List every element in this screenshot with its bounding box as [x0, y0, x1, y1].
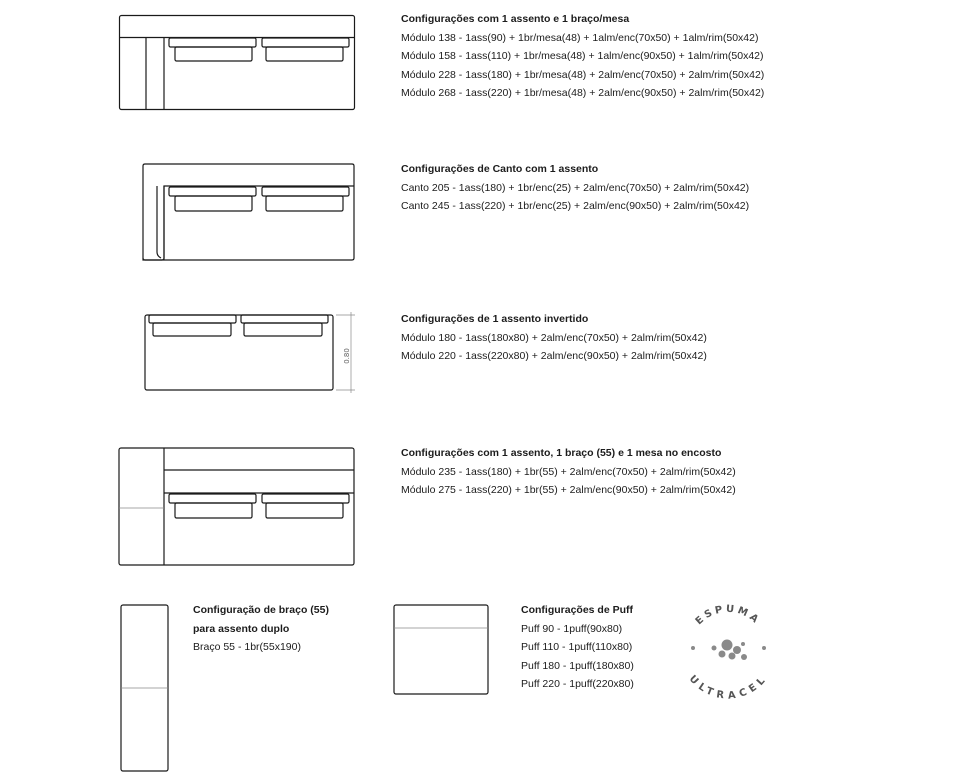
- logo-bubble: [762, 646, 766, 650]
- section-arm-double-seat: [193, 601, 329, 657]
- config-line: Puff 180 - 1puff(180x80): [521, 659, 634, 672]
- plan-module-arm-table: [120, 16, 355, 110]
- config-line: Canto 245 - 1ass(220) + 1br/enc(25) + 2alm/enc(90x50) + 2alm/rim(50x42): [401, 200, 750, 212]
- logo-bubble: [733, 646, 741, 654]
- config-line: Módulo 180 - 1ass(180x80) + 2alm/enc(70x50) + 2alm/rim(50x42): [401, 331, 707, 344]
- section-inverted: [401, 310, 707, 366]
- logo-bubble: [741, 654, 747, 660]
- config-line: Puff 90 - 1puff(90x80): [521, 622, 623, 635]
- logo-bubble: [691, 646, 695, 650]
- config-line: Canto 205 - 1ass(180) + 1br/enc(25) + 2alm/enc(70x50) + 2alm/rim(50x42): [401, 181, 750, 194]
- config-line: Módulo 268 - 1ass(220) + 1br/mesa(48) + 2alm/enc(90x50) + 2alm/rim(50x42): [401, 87, 765, 99]
- config-line: Módulo 228 - 1ass(180) + 1br/mesa(48) + 2alm/enc(70x50) + 2alm/rim(50x42): [401, 68, 765, 81]
- logo-bubble: [741, 642, 745, 646]
- espuma-ultracel-logo: [687, 604, 770, 702]
- svg-text:ESPUMA: [694, 604, 763, 627]
- config-line: Módulo 138 - 1ass(90) + 1br/mesa(48) + 1alm/enc(70x50) + 1alm/rim(50x42): [401, 31, 759, 44]
- dimension-label: 0.80: [343, 348, 351, 364]
- logo-bubble: [722, 640, 733, 651]
- config-line: Módulo 158 - 1ass(110) + 1br/mesa(48) + 1alm/enc(90x50) + 1alm/rim(50x42): [401, 50, 764, 62]
- section-title: Configurações com 1 assento e 1 braço/mesa: [401, 13, 630, 25]
- svg-text:ULTRACEL: [687, 674, 770, 702]
- section-puff: [521, 601, 634, 694]
- logo-bottom-text: ULTRACEL: [686, 673, 770, 702]
- section-title: Configuração de braço (55): [193, 604, 329, 616]
- logo-bubble: [729, 653, 736, 660]
- logo-bubble: [712, 646, 717, 651]
- section-title-continued: para assento duplo: [193, 622, 290, 635]
- section-corner: [401, 160, 749, 216]
- plan-module-arm55-table: [119, 448, 354, 565]
- section-title: Configurações de 1 assento invertido: [401, 313, 589, 325]
- plan-puff: [394, 605, 488, 694]
- section-title: Configurações de Canto com 1 assento: [401, 163, 599, 175]
- section-arm-table: [401, 10, 764, 103]
- config-line: Módulo 235 - 1ass(180) + 1br(55) + 2alm/enc(70x50) + 2alm/rim(50x42): [401, 465, 736, 478]
- config-line: Módulo 220 - 1ass(220x80) + 2alm/enc(90x50) + 2alm/rim(50x42): [401, 350, 707, 362]
- logo-top-text: ESPUMA: [693, 603, 763, 628]
- config-line: Puff 220 - 1puff(220x80): [521, 678, 634, 690]
- config-line: Módulo 275 - 1ass(220) + 1br(55) + 2alm/enc(90x50) + 2alm/rim(50x42): [401, 484, 736, 496]
- logo-bubble: [719, 651, 726, 658]
- plan-module-inverted: [145, 312, 355, 393]
- plan-module-corner: [143, 164, 354, 260]
- section-title: Configurações de Puff: [521, 604, 634, 616]
- section-title: Configurações com 1 assento, 1 braço (55) e 1 mesa no encosto: [401, 447, 722, 459]
- section-arm55-table: [401, 444, 736, 500]
- plan-arm-55: [121, 605, 168, 771]
- config-line: Braço 55 - 1br(55x190): [193, 641, 301, 653]
- config-line: Puff 110 - 1puff(110x80): [521, 641, 633, 653]
